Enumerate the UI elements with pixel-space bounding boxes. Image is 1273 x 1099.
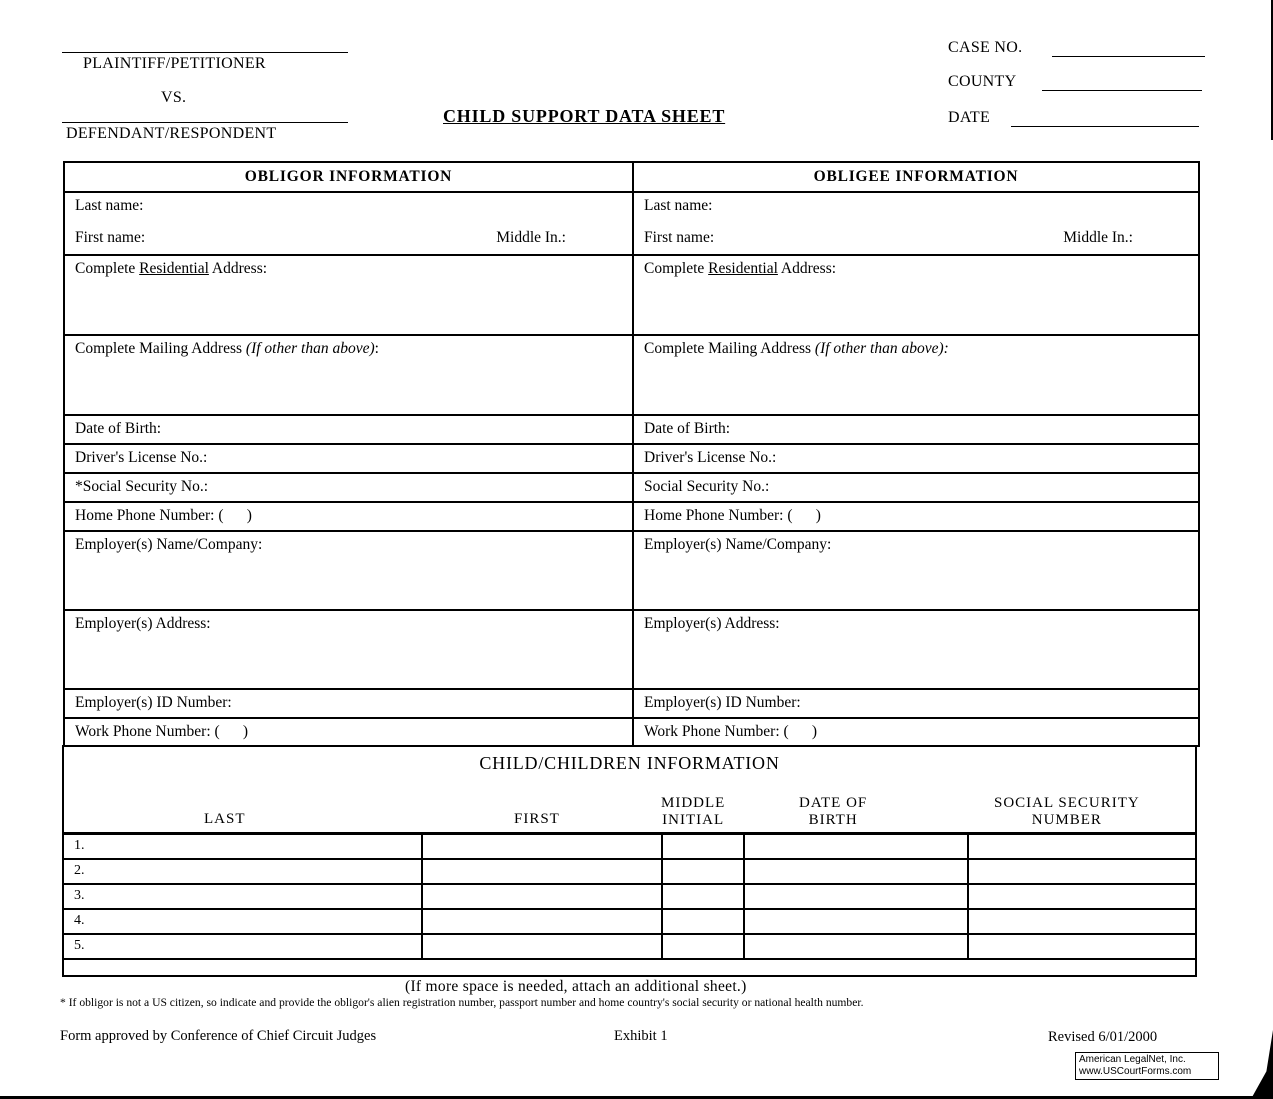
child-ssn-cell[interactable] [968,859,1196,884]
publisher-name: American LegalNet, Inc. [1079,1054,1186,1065]
child-first-cell[interactable] [422,934,662,959]
obligee-work-phone-label: Work Phone Number: ( ) [644,723,818,740]
child-last-cell[interactable]: 1. [63,834,422,859]
form-approved-note: Form approved by Conference of Chief Circuit Judges [60,1028,377,1044]
child-row [63,884,1196,909]
obligee-employer-address-field[interactable] [634,611,1198,688]
child-first-cell[interactable] [422,884,662,909]
obligee-name-field[interactable] [634,193,1198,254]
obligee-employer-name-field[interactable] [634,532,1198,609]
child-last-cell[interactable]: 5. [63,934,422,959]
child-last-cell[interactable]: 2. [63,859,422,884]
child-middle-cell[interactable] [662,859,744,884]
obligee-home-phone-field[interactable] [634,503,1198,530]
home-phone-row [65,501,1198,530]
plaintiff-line[interactable] [62,52,348,53]
publisher-stamp [1075,1052,1219,1080]
child-ssn-cell[interactable] [968,934,1196,959]
child-first-cell[interactable] [422,859,662,884]
obligor-middle-in-label: Middle In.: [496,229,566,246]
obligee-middle-in-label: Middle In.: [1063,229,1133,246]
obligor-employer-address-field[interactable] [65,611,634,688]
children-title: CHILD/CHILDREN INFORMATION [479,753,780,773]
child-row [63,909,1196,934]
case-no-field[interactable] [1052,56,1205,57]
date-label: DATE [948,109,991,126]
col-header-last: LAST [204,811,246,827]
obligor-work-phone-label: Work Phone Number: ( ) [75,723,249,740]
obligor-header: OBLIGOR INFORMATION [65,163,634,191]
child-dob-cell[interactable] [744,884,969,909]
header-row [65,163,1198,191]
revised-date: Revised 6/01/2000 [1048,1029,1158,1045]
child-dob-cell[interactable] [744,859,969,884]
child-row [63,834,1196,859]
child-last-cell[interactable]: 3. [63,884,422,909]
obligee-dob-field[interactable] [634,416,1198,443]
defendant-line[interactable] [62,122,348,123]
obligor-residential-address-field[interactable] [65,256,634,334]
obligor-ssn-field[interactable] [65,474,634,501]
obligee-residential-address-field[interactable] [634,256,1198,334]
obligee-residential-address-label: Complete Residential Address: [644,260,837,277]
child-last-cell[interactable]: 4. [63,909,422,934]
child-ssn-cell[interactable] [968,884,1196,909]
ssn-row [65,472,1198,501]
county-field[interactable] [1042,90,1202,91]
scan-edge-corner [1251,1030,1273,1099]
date-field[interactable] [1011,126,1199,127]
child-first-cell[interactable] [422,834,662,859]
col-header-first: FIRST [514,811,560,827]
child-dob-cell[interactable] [744,909,969,934]
plaintiff-label: PLAINTIFF/PETITIONER [83,55,266,72]
name-row [65,191,1198,254]
obligee-ssn-label: Social Security No.: [644,478,770,495]
county-label: COUNTY [948,73,1017,90]
more-space-note: (If more space is needed, attach an additional sheet.) [405,978,747,995]
col-header-ssn: SOCIAL SECURITY NUMBER [994,795,1140,828]
party-info-table [63,161,1200,747]
employer-address-row [65,609,1198,688]
obligor-mailing-address-field[interactable] [65,336,634,414]
obligee-dob-label: Date of Birth: [644,420,731,437]
obligor-work-phone-field[interactable] [65,719,634,745]
obligee-drivers-license-field[interactable] [634,445,1198,472]
obligee-employer-name-label: Employer(s) Name/Company: [644,536,832,553]
obligor-employer-id-label: Employer(s) ID Number: [75,694,232,711]
exhibit-label: Exhibit 1 [614,1028,668,1044]
col-header-dob: DATE OF BIRTH [799,795,868,828]
obligor-last-name-label: Last name: [75,197,144,214]
child-middle-cell[interactable] [662,884,744,909]
child-middle-cell[interactable] [662,934,744,959]
obligor-employer-address-label: Employer(s) Address: [75,615,211,632]
obligor-home-phone-label: Home Phone Number: ( ) [75,507,252,524]
children-table [62,832,1197,960]
obligor-first-name-label: First name: [75,229,146,246]
residential-address-row [65,254,1198,334]
citizenship-footnote: * If obligor is not a US citizen, so indicate and provide the obligor's alien registration number, passport number and home country's social security or national health number. [60,996,864,1009]
obligee-work-phone-field[interactable] [634,719,1198,745]
obligor-employer-id-field[interactable] [65,690,634,717]
obligor-drivers-license-label: Driver's License No.: [75,449,208,466]
form-title: CHILD SUPPORT DATA SHEET [443,106,726,126]
obligee-drivers-license-label: Driver's License No.: [644,449,777,466]
obligee-first-name-label: First name: [644,229,715,246]
obligor-drivers-license-field[interactable] [65,445,634,472]
dob-row [65,414,1198,443]
case-no-label: CASE NO. [948,39,1023,56]
obligee-mailing-address-label: Complete Mailing Address (If other than above): [644,340,949,357]
obligor-name-field[interactable] [65,193,634,254]
obligee-employer-address-label: Employer(s) Address: [644,615,780,632]
obligor-employer-name-label: Employer(s) Name/Company: [75,536,263,553]
obligee-mailing-address-field[interactable] [634,336,1198,414]
obligee-last-name-label: Last name: [644,197,713,214]
employer-id-row [65,688,1198,717]
defendant-label: DEFENDANT/RESPONDENT [66,125,277,142]
obligor-dob-field[interactable] [65,416,634,443]
employer-name-row [65,530,1198,609]
obligee-employer-id-field[interactable] [634,690,1198,717]
col-header-middle-initial: MIDDLE INITIAL [661,795,726,828]
obligor-ssn-label: *Social Security No.: [75,478,209,495]
work-phone-row [65,717,1198,745]
child-middle-cell[interactable] [662,834,744,859]
child-row [63,934,1196,959]
obligee-ssn-field[interactable] [634,474,1198,501]
obligor-mailing-address-label: Complete Mailing Address (If other than above): [75,340,379,357]
children-section [62,745,1197,977]
drivers-license-row [65,443,1198,472]
child-ssn-cell[interactable] [968,909,1196,934]
obligee-header: OBLIGEE INFORMATION [813,168,1019,185]
obligor-residential-address-label: Complete Residential Address: [75,260,268,277]
obligor-home-phone-field[interactable] [65,503,634,530]
obligor-employer-name-field[interactable] [65,532,634,609]
child-first-cell[interactable] [422,909,662,934]
mailing-address-row [65,334,1198,414]
child-dob-cell[interactable] [744,834,969,859]
child-ssn-cell[interactable] [968,834,1196,859]
child-middle-cell[interactable] [662,909,744,934]
obligee-home-phone-label: Home Phone Number: ( ) [644,507,821,524]
child-row [63,859,1196,884]
publisher-url: www.USCourtForms.com [1079,1066,1192,1077]
child-dob-cell[interactable] [744,934,969,959]
obligee-employer-id-label: Employer(s) ID Number: [644,694,801,711]
vs-label: VS. [161,89,187,106]
obligor-dob-label: Date of Birth: [75,420,162,437]
